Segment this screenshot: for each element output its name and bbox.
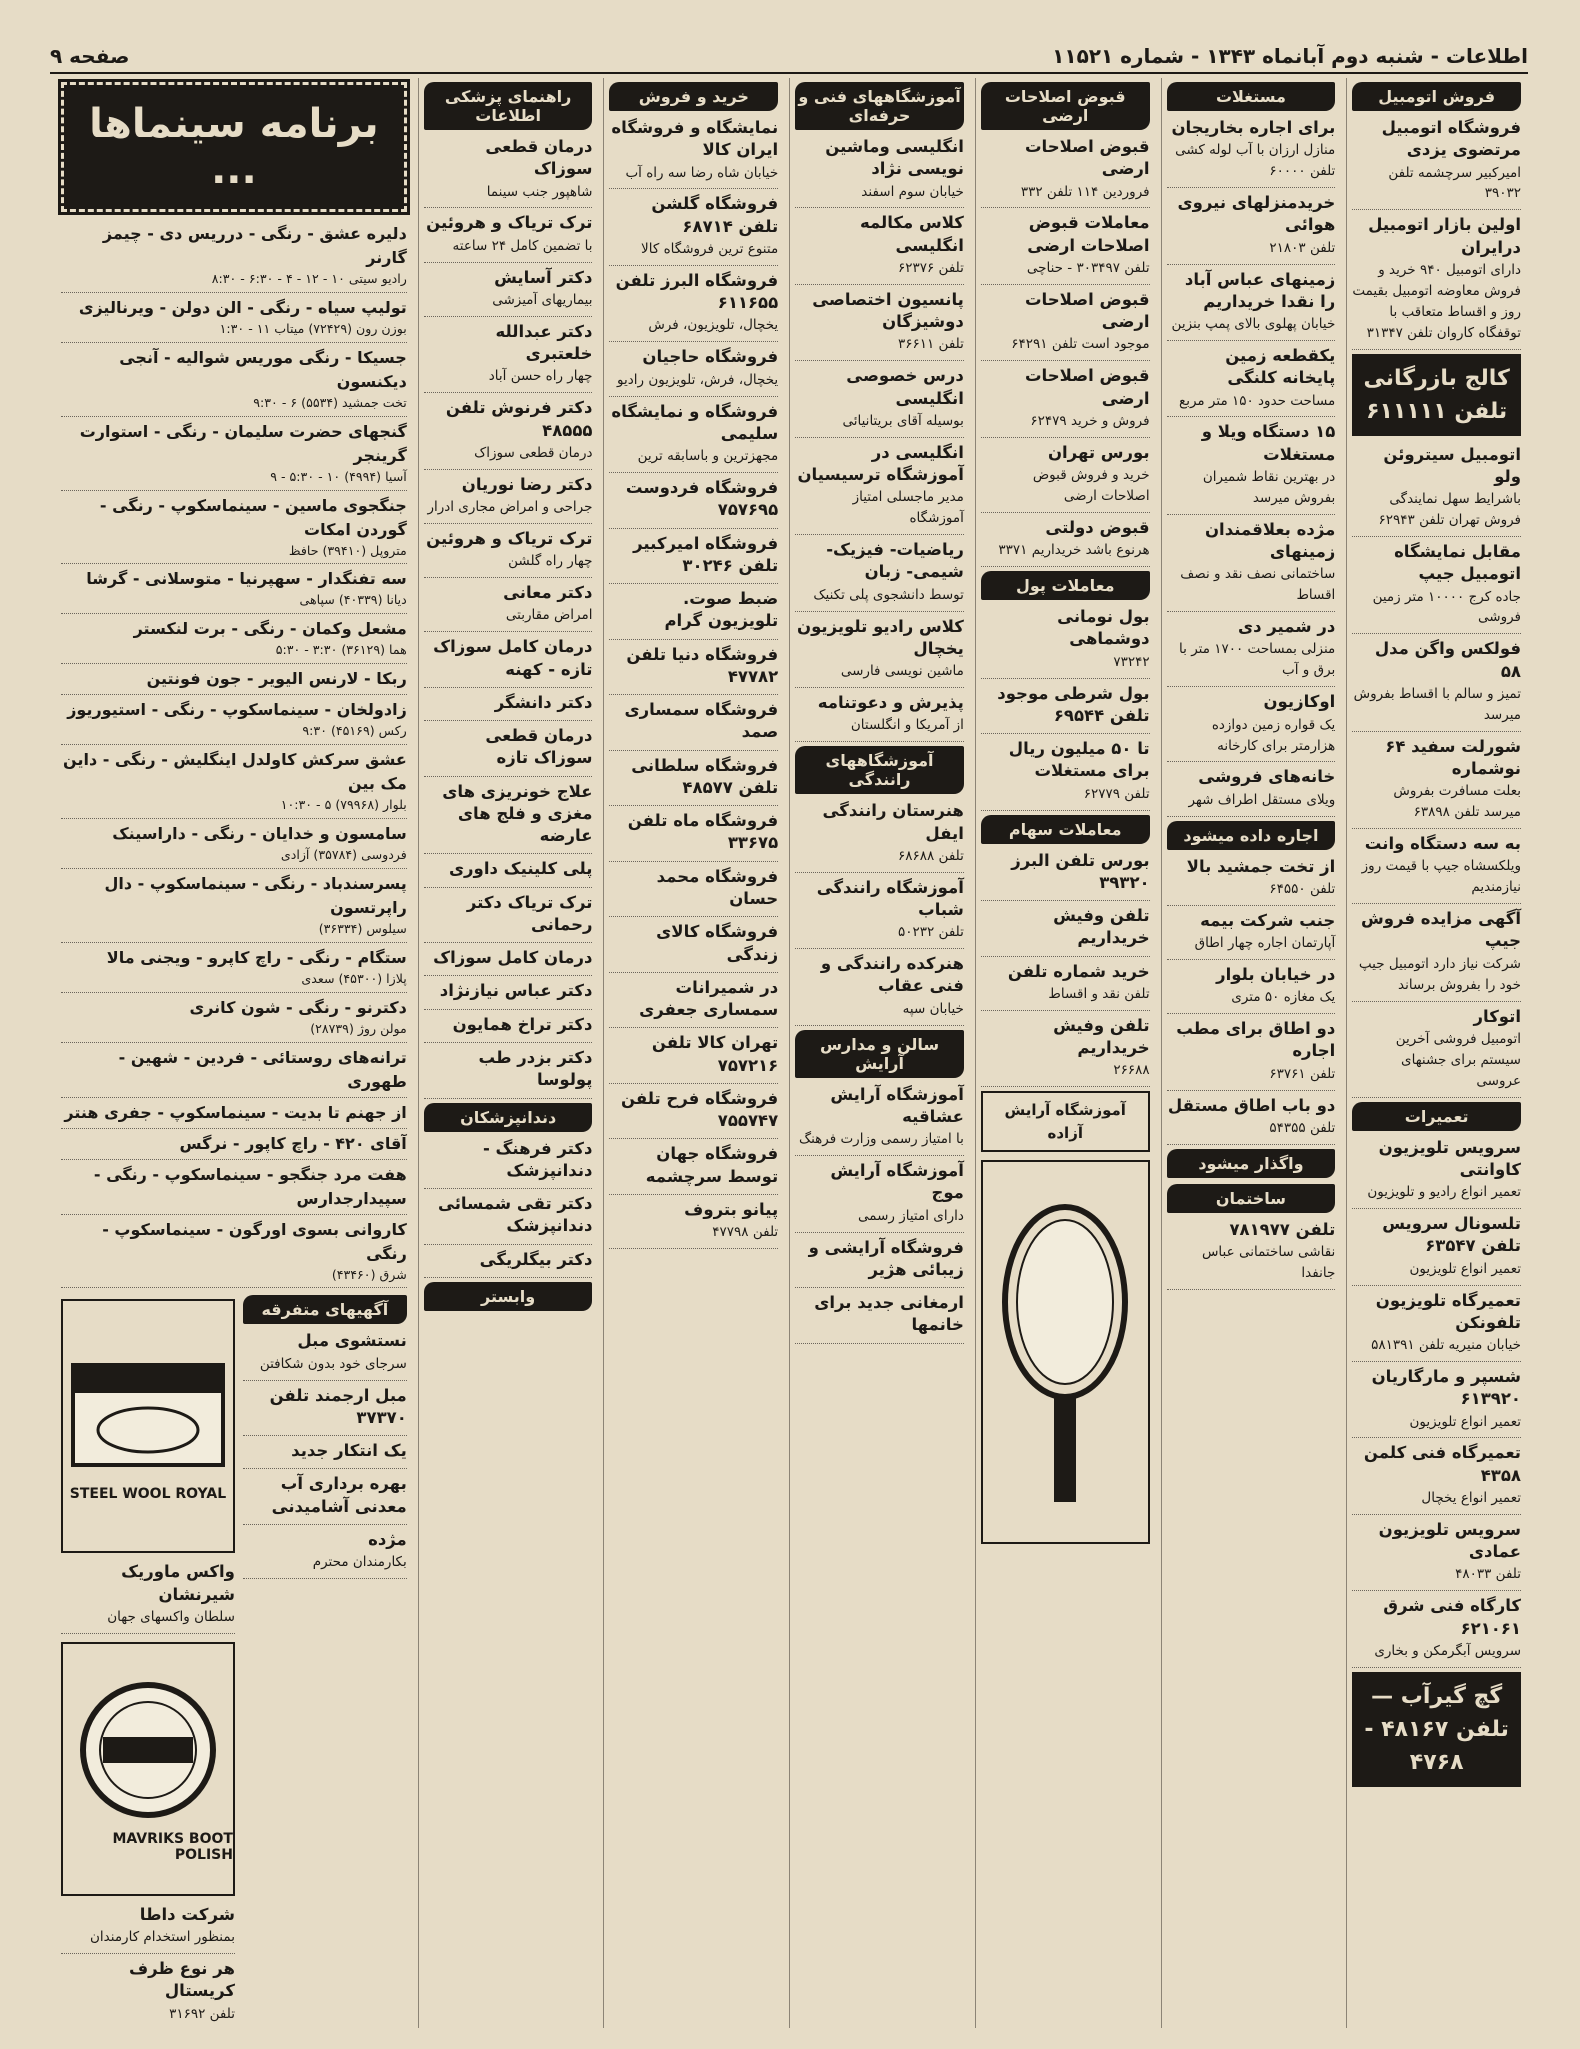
masthead-title: اطلاعات - شنبه دوم آبانماه ۱۳۴۳ - شماره ۱۱۵۲۱ bbox=[1052, 44, 1528, 68]
classified-ad: کلاس مکالمه انگلیسی تلفن ۶۲۳۷۶ bbox=[795, 212, 964, 284]
section-banner: آگهیهای متفرقه bbox=[243, 1295, 407, 1324]
classified-ad: شرکت داطا بمنظور استخدام کارمندان bbox=[61, 1904, 235, 1954]
column-real-estate bbox=[1161, 78, 1341, 2028]
section-banner: اجاره داده میشود bbox=[1167, 821, 1336, 850]
classified-ad: فروشگاه حاجیان یخچال، فرش، تلویزیون رادیو bbox=[609, 346, 778, 396]
classified-ad: از تخت جمشید بالا تلفن ۶۴۵۵۰ bbox=[1167, 856, 1336, 906]
classified-ad: فروشگاه فرح تلفن ۷۵۵۷۴۷ bbox=[609, 1088, 778, 1140]
ad-box: کالج بازرگانی تلفن ۶۱۱۱۱۱ bbox=[1352, 354, 1521, 436]
ad-box: گچ گیرآب — تلفن ۴۸۱۶۷ - ۴۷۶۸ bbox=[1352, 1672, 1521, 1787]
classified-ad: دو اطاق برای مطب اجاره تلفن ۶۳۷۶۱ bbox=[1167, 1018, 1336, 1090]
classified-ad: تلفن ۷۸۱۹۷۷ نقاشی ساختمانی عباس جانفدا bbox=[1167, 1219, 1336, 1290]
section-banner: قبوض اصلاحات ارضی bbox=[981, 82, 1150, 130]
classified-ad: دکتر دانشگر bbox=[424, 692, 593, 721]
classified-ad: پیانو بتروف تلفن ۴۷۷۹۸ bbox=[609, 1199, 778, 1249]
classified-ad: تهران کالا تلفن ۷۵۷۲۱۶ bbox=[609, 1032, 778, 1084]
movie-listing: ستگام - رنگی - راچ کاپرو - ویجنی مالا پلازا (۴۵۳۰۰) سعدی bbox=[61, 946, 407, 993]
classified-ad: هنرستان رانندگی ایفل تلفن ۶۸۶۸۸ bbox=[795, 800, 964, 872]
column-schools bbox=[789, 78, 969, 2028]
section-banner: معاملات سهام bbox=[981, 815, 1150, 844]
column-car-sales bbox=[1346, 78, 1526, 2028]
classified-ad: هنرکده رانندگی و فنی عقاب خیابان سپه bbox=[795, 953, 964, 1025]
classified-ad: یکقطعه زمین پایخانه کلنگی مساحت حدود ۱۵۰ متر مربع bbox=[1167, 345, 1336, 417]
section-banner: فروش اتومبیل bbox=[1352, 82, 1521, 111]
classified-ad: ۱۵ دستگاه ویلا و مستغلات در بهترین نقاط شمیران بفروش میرسد bbox=[1167, 421, 1336, 514]
classified-ad: قبوض اصلاحات ارضی فروش و خرید ۶۲۴۷۹ bbox=[981, 365, 1150, 437]
classified-ad: ارمغانی جدید برای خانمها bbox=[795, 1292, 964, 1344]
classified-ad: فروشگاه ماه تلفن ۳۳۶۷۵ bbox=[609, 810, 778, 862]
classified-ad: تعمیرگاه فنی کلمن ۴۳۵۸ تعمیر انواع یخچال bbox=[1352, 1442, 1521, 1514]
classified-ad: کارگاه فنی شرق ۶۲۱۰۶۱ سرویس آبگرمکن و بخاری bbox=[1352, 1595, 1521, 1667]
classified-ad: مقابل نمایشگاه اتومبیل جیپ جاده کرج ۱۰۰۰۰ متر زمین فروشی bbox=[1352, 541, 1521, 634]
movie-listing: گنجهای حضرت سلیمان - رنگی - استوارت گرینجر آسیا (۴۹۹۴) ۱۰ - ۵:۳۰ - ۹ bbox=[61, 420, 407, 491]
classified-ad: انگلیسی وماشین نویسی نژاد خیابان سوم اسفند bbox=[795, 136, 964, 208]
steel-wool-label: STEEL WOOL ROYAL bbox=[69, 1486, 227, 1503]
classified-ad: اوکازیون یک قواره زمین دوازده هزارمتر برای کارخانه bbox=[1167, 691, 1336, 762]
hand-mirror-icon bbox=[990, 1192, 1140, 1512]
column-medical bbox=[418, 78, 598, 2028]
classified-ad: آموزشگاه آرایش موج دارای امتیاز رسمی bbox=[795, 1160, 964, 1232]
classified-ad: مبل ارجمند تلفن ۳۷۳۷۰ bbox=[243, 1385, 407, 1437]
movie-listing: سه تفنگدار - سهپرنیا - متوسلانی - گرشا دیانا (۴۰۳۳۹) سپاهی bbox=[61, 567, 407, 614]
cinema-program-title: برنامه سینماها ... bbox=[61, 82, 407, 212]
column-buy-sell bbox=[603, 78, 783, 2028]
section-banner: تعمیرات bbox=[1352, 1102, 1521, 1131]
classified-ad: درس خصوصی انگلیسی بوسیله آقای بریتانیائی bbox=[795, 365, 964, 437]
classified-ad: برای اجاره بخاریجان منازل ارزان با آب لوله کشی تلفن ۶۰۰۰۰ bbox=[1167, 117, 1336, 188]
classified-ad: در شمیر دی منزلی بمساحت ۱۷۰۰ متر با برق و آب bbox=[1167, 616, 1336, 687]
lower-section bbox=[61, 1291, 407, 2028]
section-banner: واگذار میشود bbox=[1167, 1149, 1336, 1178]
classified-ad: فروشگاه کالای زندگی bbox=[609, 921, 778, 973]
classified-ad: فروشگاه امیرکبیر تلفن ۳۰۲۴۶ bbox=[609, 533, 778, 585]
section-banner: خرید و فروش bbox=[609, 82, 778, 111]
steel-wool-ad bbox=[61, 1299, 235, 1553]
classified-ad: دکتر آسایش بیماریهای آمیزشی bbox=[424, 267, 593, 317]
classified-ad: درمان قطعی سوزاک تازه bbox=[424, 725, 593, 777]
classified-ad: هر نوع ظرف کریستال تلفن ۳۱۶۹۲ bbox=[61, 1958, 235, 2028]
classified-ad: پانسیون اختصاصی دوشیزگان تلفن ۳۶۶۱۱ bbox=[795, 289, 964, 361]
classified-ad: فروشگاه جهان توسط سرچشمه bbox=[609, 1143, 778, 1195]
classified-ad: واکس ماوریک شیرنشان سلطان واکسهای جهان bbox=[61, 1561, 235, 1633]
classified-ad: انگلیسی در آموزشگاه ترسیسیان مدیر ماجسلی امتیاز آموزشگاه bbox=[795, 442, 964, 535]
classified-ad: تلفن وفیش خریداریم bbox=[981, 905, 1150, 957]
section-banner: سالن و مدارس آرایش bbox=[795, 1030, 964, 1078]
page-number: صفحه ۹ bbox=[50, 44, 130, 68]
column-cinema bbox=[56, 78, 412, 2028]
ad-box: آموزشگاه آرایش آزاده bbox=[981, 1091, 1150, 1152]
polish-tin-icon bbox=[63, 1675, 233, 1825]
movie-listing: سامسون و خدایان - رنگی - داراسینک فردوسی (۳۵۷۸۴) آزادی bbox=[61, 822, 407, 869]
classified-ad: قبوض اصلاحات ارضی موجود است تلفن ۶۴۲۹۱ bbox=[981, 289, 1150, 361]
section-banner: ساختمان bbox=[1167, 1184, 1336, 1213]
movie-listing: جنگجوی ماسین - سینماسکوپ - رنگی - گوردن امکات متروپل (۳۹۴۱۰) حافظ bbox=[61, 494, 407, 565]
classified-ad: درمان کامل سوزاک تازه - کهنه bbox=[424, 636, 593, 688]
mirror-illustration bbox=[981, 1160, 1150, 1544]
classified-ad: به سه دستگاه وانت ویلکسشاه جیپ با قیمت روز نیازمندیم bbox=[1352, 833, 1521, 904]
classified-ad: بول نومانی دوشماهی ۷۳۲۴۲ bbox=[981, 606, 1150, 678]
movie-listing: عشق سرکش کاولدل اینگلیش - رنگی - داین مک بین بلوار (۷۹۹۶۸) ۵ - ۱۰:۳۰ bbox=[61, 748, 407, 819]
classified-ad: دکتر معانی امراض مقاربتی bbox=[424, 582, 593, 632]
classified-ad: اتومبیل سیتروئن ولو باشرایط سهل نمایندگی فروش تهران تلفن ۶۲۹۴۳ bbox=[1352, 444, 1521, 537]
classified-ad: زمینهای عباس آباد را نقدا خریداریم خیابان پهلوی بالای پمپ بنزین bbox=[1167, 269, 1336, 341]
classified-ad: نمایشگاه و فروشگاه ایران کالا خیابان شاه رضا سه راه آب bbox=[609, 117, 778, 189]
classified-ad: قبوض دولتی هرنوع باشد خریداریم ۳۳۷۱ bbox=[981, 517, 1150, 567]
classified-ad: ترک تریاک و هروئین با تضمین کامل ۲۴ ساعته bbox=[424, 212, 593, 262]
movie-listing: کاروانی بسوی اورگون - سینماسکوپ - رنگی شرق (۴۳۴۶۰) bbox=[61, 1218, 407, 1289]
movie-listing: ترانه‌های روستائی - فردین - شهین - طهوری bbox=[61, 1046, 407, 1098]
classified-ad: بورس تهران خرید و فروش قبوض اصلاحات ارضی bbox=[981, 442, 1150, 513]
movie-listing: ربکا - لارنس الیویر - جون فونتین bbox=[61, 667, 407, 695]
classified-ad: درمان قطعی سوزاک شاهپور جنب سینما bbox=[424, 136, 593, 208]
classified-ad: مژده بعلاقمندان زمینهای ساختمانی نصف نقد و نصف اقساط bbox=[1167, 519, 1336, 612]
classified-ad: معاملات قبوض اصلاحات ارضی تلفن ۳۰۳۴۹۷ - حناچی bbox=[981, 212, 1150, 284]
classified-ad: بورس تلفن البرز ۳۹۳۲۰ bbox=[981, 850, 1150, 902]
section-banner: وابستر bbox=[424, 1282, 593, 1311]
classified-ad: آموزشگاه آرایش عشاقیه با امتیاز رسمی وزارت فرهنگ bbox=[795, 1084, 964, 1156]
movie-listing: پسرسندباد - رنگی - سینماسکوپ - دال راپرتسون سیلوس (۳۶۳۳۴) bbox=[61, 872, 407, 943]
classified-ad: درمان کامل سوزاک bbox=[424, 947, 593, 976]
classified-ad: دکتر فرنوش تلفن ۴۸۵۵۵ درمان قطعی سوزاک bbox=[424, 397, 593, 469]
classified-ad: دکتر عباس نیازنژاد bbox=[424, 980, 593, 1009]
classified-ad: فروشگاه سلطانی تلفن ۴۸۵۷۷ bbox=[609, 755, 778, 807]
section-banner: آموزشگاههای فنی و حرفه‌ای bbox=[795, 82, 964, 130]
section-banner: مستغلات bbox=[1167, 82, 1336, 111]
boot-polish-label: MAVRIKS BOOT POLISH bbox=[112, 1830, 233, 1863]
classified-ad: نستشوی مبل سرجای خود بدون شکافتن bbox=[243, 1330, 407, 1380]
misc-ads bbox=[243, 1291, 407, 2028]
classified-ad: ترک تریاک دکتر رحمانی bbox=[424, 892, 593, 944]
movie-listing: مشعل وکمان - رنگی - برت لنکستر هما (۳۶۱۲۹) ۳:۳۰ - ۵:۳۰ bbox=[61, 617, 407, 664]
classified-ad: بهره برداری آب معدنی آشامیدنی bbox=[243, 1473, 407, 1525]
section-banner: معاملات پول bbox=[981, 571, 1150, 600]
classified-ad: خریدمنزلهای نیروی هوائی تلفن ۲۱۸۰۳ bbox=[1167, 192, 1336, 264]
classified-ad: سرویس تلویزیون عمادی تلفن ۴۸۰۳۳ bbox=[1352, 1519, 1521, 1591]
classified-ad: قبوض اصلاحات ارضی فروردین ۱۱۴ تلفن ۳۳۲ bbox=[981, 136, 1150, 208]
section-banner: دندانپزشکان bbox=[424, 1103, 593, 1132]
classified-ad: تلفن وفیش خریداریم ۲۶۶۸۸ bbox=[981, 1015, 1150, 1087]
columns bbox=[56, 78, 1526, 2028]
classified-ad: مژده بکارمندان محترم bbox=[243, 1529, 407, 1579]
classified-ad: فروشگاه البرز تلفن ۶۱۱۶۵۵ یخچال، تلویزیون، فرش bbox=[609, 270, 778, 342]
classified-ad: ضبط صوت. تلویزیون گرام bbox=[609, 588, 778, 640]
classified-ad: جنب شرکت بیمه آپارتمان اجاره چهار اطاق bbox=[1167, 910, 1336, 960]
classified-ad: فروشگاه گلشن تلفن ۶۸۷۱۴ متنوع ترین فروشگاه کالا bbox=[609, 193, 778, 265]
movie-listing: جسیکا - رنگی موریس شوالیه - آنجی دیکنسون تخت جمشید (۵۵۳۴) ۶ - ۹:۳۰ bbox=[61, 346, 407, 417]
classified-ad: بول شرطی موجود تلفن ۶۹۵۴۴ bbox=[981, 683, 1150, 735]
masthead bbox=[50, 40, 1528, 74]
classified-ad: دکتر رضا نوریان جراحی و امراض مجاری ادرار bbox=[424, 474, 593, 524]
steel-wool-box-icon bbox=[63, 1350, 233, 1480]
classified-ad: فروشگاه فردوست ۷۵۷۶۹۵ bbox=[609, 477, 778, 529]
classified-ad: آموزشگاه رانندگی شباب تلفن ۵۰۲۳۲ bbox=[795, 877, 964, 949]
classified-ad: پلی کلینیک داوری bbox=[424, 858, 593, 887]
classified-ad: تا ۵۰ میلیون ریال برای مستغلات تلفن ۶۲۷۷۹ bbox=[981, 738, 1150, 810]
classified-ad: فولکس واگن مدل ۵۸ تمیز و سالم با اقساط بفروش میرسد bbox=[1352, 638, 1521, 731]
classified-ad: دکتر فرهنگ - دندانپزشک bbox=[424, 1138, 593, 1190]
classified-ad: دکتر بیگلریگی bbox=[424, 1249, 593, 1278]
classified-ad: فروشگاه سمساری صمد bbox=[609, 699, 778, 751]
product-ads bbox=[61, 1291, 235, 2028]
classified-ad: در شمیرانات سمساری جعفری bbox=[609, 977, 778, 1029]
classified-ad: فروشگاه اتومبیل مرتضوی یزدی امیرکبیر سرچشمه تلفن ۳۹۰۳۲ bbox=[1352, 117, 1521, 210]
classified-ad: فروشگاه دنیا تلفن ۴۷۷۸۲ bbox=[609, 644, 778, 696]
movie-listing: دکترنو - رنگی - شون کانری مولن روژ (۲۸۷۳۹) bbox=[61, 996, 407, 1043]
movie-listing: آقای ۴۲۰ - راچ کاپور - نرگس bbox=[61, 1132, 407, 1160]
movie-listing: دلیره عشق - رنگی - درریس دی - چیمز گارنر رادیو سیتی ۱۰ - ۱۲ - ۴ - ۶:۳۰ - ۸:۳۰ bbox=[61, 222, 407, 293]
movie-listing: تولیپ سیاه - رنگی - الن دولن - ویرنالیزی بوزن رون (۷۲۴۲۹) میتاب ۱۱ - ۱:۳۰ bbox=[61, 296, 407, 343]
column-bonds bbox=[975, 78, 1155, 2028]
classified-ad: دکتر عبدالله خلعتبری چهار راه حسن آباد bbox=[424, 321, 593, 393]
classified-ad: دکتر بزدر طب پولوسا bbox=[424, 1047, 593, 1099]
boot-polish-ad bbox=[61, 1642, 235, 1896]
classified-ad: پذیرش و دعوتنامه از آمریکا و انگلستان bbox=[795, 692, 964, 742]
classified-ad: ترک تریاک و هروئین چهار راه گلشن bbox=[424, 528, 593, 578]
classified-ad: اتوکار اتومبیل فروشی آخرین سیستم برای جشنهای عروسی bbox=[1352, 1006, 1521, 1098]
section-banner: آموزشگاههای رانندگی bbox=[795, 746, 964, 794]
classified-ad: دکتر تراخ همایون bbox=[424, 1014, 593, 1043]
classified-ad: در خیابان بلوار یک مغازه ۵۰ متری bbox=[1167, 964, 1336, 1014]
classified-ad: دکتر تقی شمسائی دندانپزشک bbox=[424, 1193, 593, 1245]
classified-ad: اولین بازار اتومبیل درایران دارای اتومبیل ۹۴۰ خرید و فروش معاوضه اتومبیل بقیمت روز و اقساط متعاقب با توقفگاه کاروان تلفن ۳۱۳۴۷ bbox=[1352, 214, 1521, 349]
movie-listing: زادولخان - سینماسکوپ - رنگی - استیوریوز رکس (۴۵۱۶۹) ۹:۳۰ bbox=[61, 698, 407, 745]
classified-ad: شسپر و مارگاریان ۶۱۳۹۲۰ تعمیر انواع تلویزیون bbox=[1352, 1366, 1521, 1438]
classified-ad: علاج خونریزی های مغزی و فلج های عارضه bbox=[424, 781, 593, 855]
movie-listing: هفت مرد جنگجو - سینماسکوپ - رنگی - سپیدارجدارس bbox=[61, 1163, 407, 1215]
classified-ad: خرید شماره تلفن تلفن نقد و اقساط bbox=[981, 961, 1150, 1011]
classified-ad: فروشگاه آرایشی و زیبائی هژیر bbox=[795, 1237, 964, 1289]
classified-ad: کلاس رادیو تلویزیون یخچال ماشین نویسی فارسی bbox=[795, 616, 964, 688]
classified-ad: یک انتکار جدید bbox=[243, 1440, 407, 1469]
classified-ad: آگهی مزایده فروش جیپ شرکت نیاز دارد اتومبیل جیپ خود را بفروش برساند bbox=[1352, 908, 1521, 1001]
classified-ad: سرویس تلویزیون کاوانتی تعمیر انواع رادیو و تلویزیون bbox=[1352, 1137, 1521, 1209]
classified-ad: دو باب اطاق مستقل تلفن ۵۴۳۵۵ bbox=[1167, 1095, 1336, 1145]
classified-ad: خانه‌های فروشی ویلای مستقل اطراف شهر bbox=[1167, 766, 1336, 816]
classified-ad: ریاضیات- فیزیک- شیمی- زبان توسط دانشجوی پلی تکنیک bbox=[795, 539, 964, 611]
classified-ad: فروشگاه و نمایشگاه سلیمی مجهزترین و باسابقه ترین bbox=[609, 401, 778, 473]
movie-listing: از جهنم تا بدیت - سینماسکوپ - جفری هنتر bbox=[61, 1101, 407, 1129]
classified-ad: فروشگاه محمد حسان bbox=[609, 866, 778, 918]
classified-ad: شورلت سفید ۶۴ نوشماره بعلت مسافرت بفروش میرسد تلفن ۶۳۸۹۸ bbox=[1352, 736, 1521, 829]
classified-ad: تلسونال سرویس تلفن ۶۳۵۴۷ تعمیر انواع تلویزیون bbox=[1352, 1213, 1521, 1285]
classified-ad: تعمیرگاه تلویزیون تلفونکن خیابان منیریه تلفن ۵۸۱۳۹۱ bbox=[1352, 1290, 1521, 1362]
section-banner: راهنمای پزشکی اطلاعات bbox=[424, 82, 593, 130]
